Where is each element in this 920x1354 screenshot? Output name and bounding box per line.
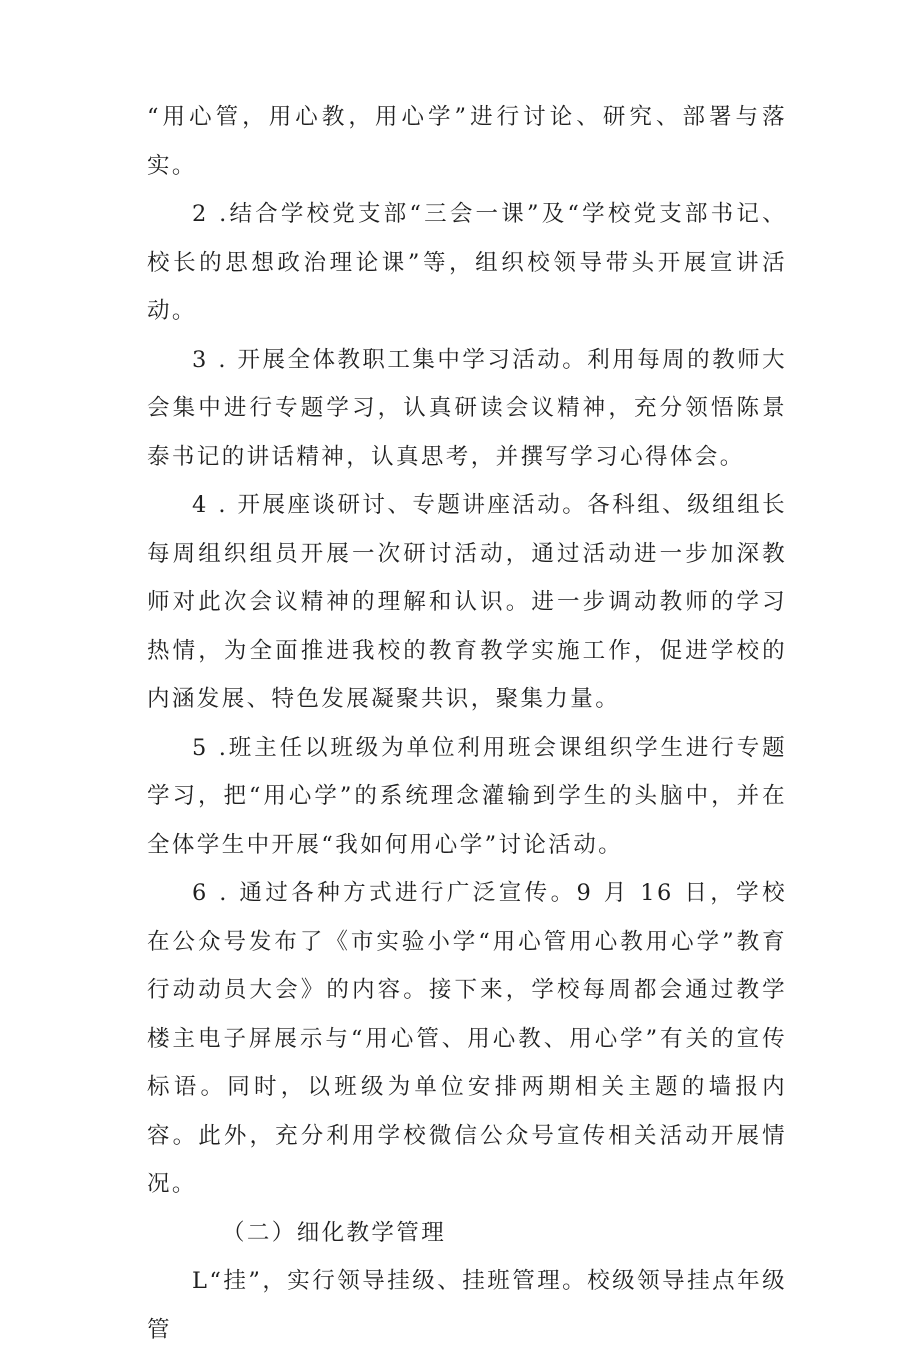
paragraph-item-2: 2 .结合学校党支部“三会一课”及“学校党支部书记、校长的思想政治理论课”等，组织校领导带头开展宣讲活动。 [147,201,787,324]
paragraph-item-6: 6 . 通过各种方式进行广泛宣传。9 月 16 日，学校在公众号发布了《市实验小学“用心管用心教用心学”教育行动动员大会》的内容。接下来，学校每周都会通过教学楼主电子屏展示与“用心管、用心教、用心学”有关的宣传标语。同时，以班级为单位安排两期相关主题的墙报内容。此外，充分利用学校微信公众号宣传相关活动开展情况。 [147,880,787,1197]
paragraph-continuation: “用心管，用心教，用心学”进行讨论、研究、部署与落实。 [147,104,787,179]
paragraph-item-4: 4 . 开展座谈研讨、专题讲座活动。各科组、级组组长每周组织组员开展一次研讨活动，通过活动进一步加深教师对此次会议精神的理解和认识。进一步调动教师的学习热情，为全面推进我校的教育教学实施工作，促进学校的内涵发展、特色发展凝聚共识，聚集力量。 [147,492,787,712]
document-body [147,93,787,1354]
paragraph-item-5: 5 .班主任以班级为单位利用班会课组织学生进行专题学习，把“用心学”的系统理念灌输到学生的头脑中，并在全体学生中开展“我如何用心学”讨论活动。 [147,734,787,858]
paragraph-item-3: 3 . 开展全体教职工集中学习活动。利用每周的教师大会集中进行专题学习，认真研读会议精神，充分领悟陈景泰书记的讲话精神，认真思考，并撰写学习心得体会。 [147,346,787,470]
paragraph-item-l: L“挂”，实行领导挂级、挂班管理。校级领导挂点年级管 [147,1268,787,1343]
section-heading: （二）细化教学管理 [222,1219,447,1246]
